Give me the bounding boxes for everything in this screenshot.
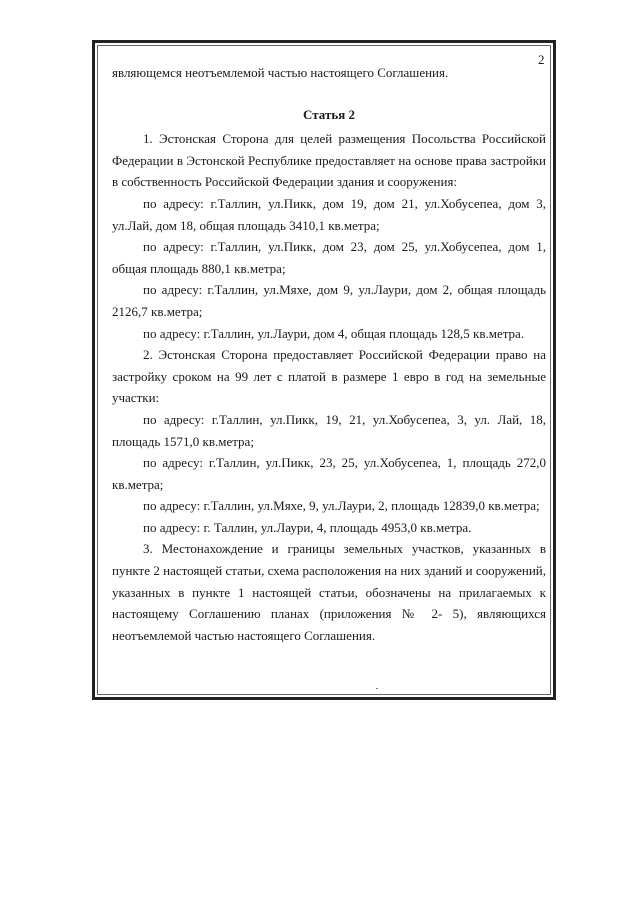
continuation-line: являющемся неотъемлемой частью настоящего Соглашения. <box>112 65 449 80</box>
clause-2-address-2: по адресу: г.Таллин, ул.Пикк, 23, 25, ул.Хобусепеа, 1, площадь 272,0 кв.метра; <box>112 455 546 492</box>
document-body <box>112 62 546 646</box>
clause-2-address-3: по адресу: г.Таллин, ул.Мяхе, 9, ул.Лаури, 2, площадь 12839,0 кв.метра; <box>143 498 540 514</box>
clause-3: 3. Местонахождение и границы земельных участков, указанных в пункте 2 настоящей статьи, схема расположения на них зданий и сооружений, указанных в пункте 1 настоящей статьи, обозначены на прилагаемых к настоящему Соглашению планах (приложения № 2- 5), являющихся неотъемлемой частью настоящего Соглашения. <box>112 541 546 643</box>
clause-1-address-3: по адресу: г.Таллин, ул.Мяхе, дом 9, ул.Лаури, дом 2, общая площадь 2126,7 кв.метра; <box>112 282 546 319</box>
page-number: 2 <box>538 52 545 67</box>
clause-1-address-2: по адресу: г.Таллин, ул.Пикк, дом 23, дом 25, ул.Хобусепеа, дом 1, общая площадь 880,1 кв.метра; <box>112 239 546 276</box>
clause-2-intro: 2. Эстонская Сторона предоставляет Российской Федерации право на застройку сроком на 99 лет с платой в размере 1 евро в год на земельные участки: <box>112 347 546 406</box>
clause-2-address-4: по адресу: г. Таллин, ул.Лаури, 4, площадь 4953,0 кв.метра. <box>143 519 472 535</box>
clause-1-address-4: по адресу: г.Таллин, ул.Лаури, дом 4, общая площадь 128,5 кв.метра. <box>143 325 525 341</box>
article-title: Статья 2 <box>303 106 355 122</box>
scan-artifact <box>376 688 378 689</box>
clause-1-intro: 1. Эстонская Сторона для целей размещения Посольства Российской Федерации в Эстонской Республике предоставляет на основе права застройки в собственность Российской Федерации здания и сооружения: <box>112 131 546 190</box>
clause-2-address-1: по адресу: г.Таллин, ул.Пикк, 19, 21, ул.Хобусепеа, 3, ул. Лай, 18, площадь 1571,0 кв.метра; <box>112 411 546 449</box>
clause-1-address-1: по адресу: г.Таллин, ул.Пикк, дом 19, дом 21, ул.Хобусепеа, дом 3, ул.Лай, дом 18, общая площадь 3410,1 кв.метра; <box>112 195 546 233</box>
